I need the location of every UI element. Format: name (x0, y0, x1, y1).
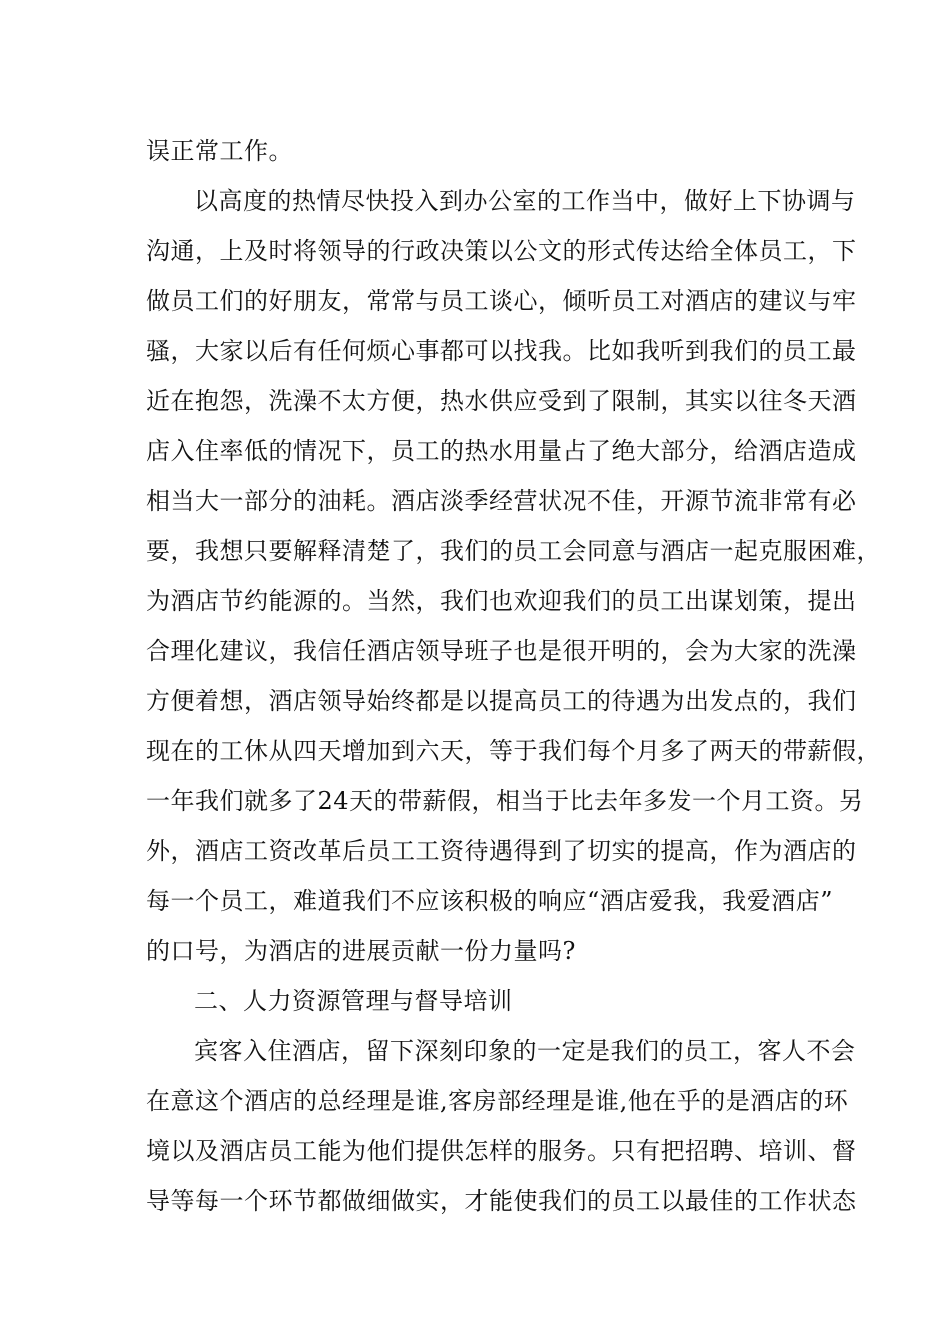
text-line: 近在抱怨，洗澡不太方便，热水供应受到了限制，其实以往冬天酒 (146, 387, 857, 415)
section-heading: 二、人力资源管理与督导培训 (194, 987, 513, 1015)
text-line: 骚，大家以后有任何烦心事都可以找我。比如我听到我们的员工最 (146, 337, 857, 365)
paragraph-first-line: 宾客入住酒店，留下深刻印象的一定是我们的员工，客人不会 (194, 1037, 856, 1065)
text-line: 的口号，为酒店的进展贡献一份力量吗? (146, 937, 576, 965)
text-line: 相当大一部分的油耗。酒店淡季经营状况不佳，开源节流非常有必 (146, 487, 857, 515)
text-line: 一年我们就多了24天的带薪假，相当于比去年多发一个月工资。另 (146, 787, 864, 815)
text-line: 合理化建议，我信任酒店领导班子也是很开明的，会为大家的洗澡 (146, 637, 857, 665)
text-line: 误正常工作。 (146, 137, 293, 165)
text-line: 现在的工休从四天增加到六天，等于我们每个月多了两天的带薪假， (146, 737, 881, 765)
text-line: 店入住率低的情况下，员工的热水用量占了绝大部分，给酒店造成 (146, 437, 857, 465)
text-line: 在意这个酒店的总经理是谁,客房部经理是谁,他在乎的是酒店的环 (146, 1087, 849, 1115)
paragraph-first-line: 以高度的热情尽快投入到办公室的工作当中，做好上下协调与 (194, 187, 856, 215)
text-line: 为酒店节约能源的。当然，我们也欢迎我们的员工出谋划策，提出 (146, 587, 857, 615)
text-line: 要，我想只要解释清楚了，我们的员工会同意与酒店一起克服困难， (146, 537, 881, 565)
text-line: 做员工们的好朋友，常常与员工谈心，倾听员工对酒店的建议与牢 (146, 287, 857, 315)
text-line: 沟通，上及时将领导的行政决策以公文的形式传达给全体员工，下 (146, 237, 857, 265)
text-line: 外，酒店工资改革后员工工资待遇得到了切实的提高，作为酒店的 (146, 837, 857, 865)
text-line: 方便着想，酒店领导始终都是以提高员工的待遇为出发点的，我们 (146, 687, 857, 715)
text-line: 境以及酒店员工能为他们提供怎样的服务。只有把招聘、培训、督 (146, 1137, 857, 1165)
text-line: 每一个员工，难道我们不应该积极的响应“酒店爱我，我爱酒店” (146, 887, 834, 915)
text-line: 导等每一个环节都做细做实，才能使我们的员工以最佳的工作状态 (146, 1187, 857, 1215)
